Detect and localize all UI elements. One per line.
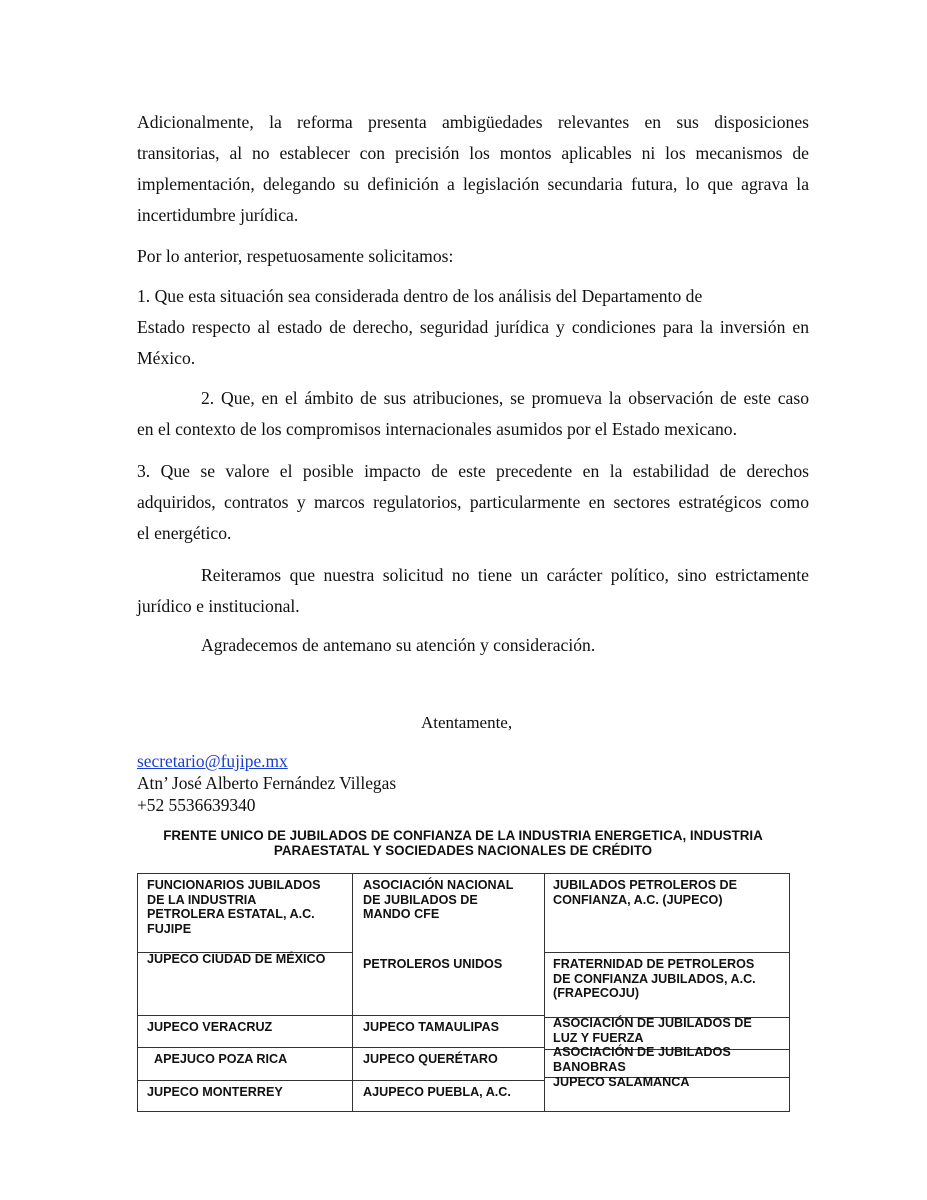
- member-cell: [147, 1020, 272, 1035]
- member-name-line: BANOBRAS: [553, 1059, 626, 1074]
- member-name-line: FUJIPE: [147, 921, 192, 936]
- member-name-line: MANDO CFE: [363, 907, 440, 921]
- request-item-3: [137, 456, 809, 549]
- member-cell: [553, 878, 737, 907]
- email-link[interactable]: secretario@fujipe.mx: [137, 751, 288, 771]
- text-line: adquiridos, contratos y marcos regulatorios, particularmente en sectores estratégicos como: [137, 492, 809, 512]
- text-line: Estado respecto al estado de derecho, seguridad jurídica y condiciones para la inversión en: [137, 317, 809, 337]
- table-divider: [138, 1080, 544, 1081]
- member-name-line: FUNCIONARIOS JUBILADOS: [147, 878, 321, 892]
- member-name-line: ASOCIACIÓN DE JUBILADOS DE: [553, 1016, 752, 1030]
- member-cell: [147, 952, 325, 967]
- member-name-line: JUPECO SALAMANCA: [553, 1075, 690, 1089]
- text-line: 3. Que se valore el posible impacto de este precedente en la estabilidad de derechos: [137, 461, 809, 481]
- paragraph-thanks: [137, 630, 809, 661]
- organization-heading-line: PARAESTATAL Y SOCIEDADES NACIONALES DE CRÉDITO: [273, 843, 653, 858]
- member-name-line: JUPECO VERACRUZ: [147, 1020, 273, 1034]
- member-cell: [553, 1045, 731, 1074]
- table-divider: [352, 874, 353, 1111]
- member-name-line: DE JUBILADOS DE: [363, 892, 478, 907]
- text-line: implementación, delegando su definición a legislación secundaria futura, lo que agrava la: [137, 174, 809, 194]
- member-cell: [363, 1020, 499, 1035]
- member-name-line: ASOCIACIÓN NACIONAL: [363, 878, 514, 892]
- text-line: Adicionalmente, la reforma presenta ambigüedades relevantes en sus disposiciones: [137, 112, 809, 132]
- member-name-line: PETROLEROS UNIDOS: [363, 957, 503, 971]
- organization-heading: [137, 828, 789, 858]
- member-cell: [363, 1052, 498, 1067]
- text-line: en el contexto de los compromisos internacionales asumidos por el Estado mexicano.: [137, 419, 737, 439]
- members-table: [137, 873, 790, 1112]
- member-name-line: LUZ Y FUERZA: [553, 1030, 644, 1045]
- text-line: Por lo anterior, respetuosamente solicitamos:: [137, 246, 454, 266]
- paragraph-nonpolitical: [137, 560, 809, 622]
- member-cell: [154, 1052, 287, 1067]
- text-line: incertidumbre jurídica.: [137, 205, 299, 225]
- member-cell: [553, 1016, 752, 1045]
- member-cell: [363, 957, 502, 972]
- table-divider: [544, 874, 545, 1111]
- member-name-line: DE CONFIANZA JUBILADOS, A.C.: [553, 971, 756, 986]
- request-item-1: [137, 281, 809, 374]
- text-line: el energético.: [137, 523, 232, 543]
- member-name-line: JUPECO MONTERREY: [147, 1085, 283, 1099]
- member-name-line: PETROLERA ESTATAL, A.C.: [147, 907, 315, 921]
- member-name-line: CONFIANZA, A.C. (JUPECO): [553, 892, 723, 907]
- paragraph-request-intro: [137, 241, 809, 272]
- member-name-line: APEJUCO POZA RICA: [154, 1052, 288, 1066]
- member-cell: [553, 1075, 689, 1090]
- text-line: Agradecemos de antemano su atención y consideración.: [201, 635, 596, 655]
- member-name-line: (FRAPECOJU): [553, 986, 640, 1000]
- member-name-line: DE LA INDUSTRIA: [147, 892, 257, 907]
- member-name-line: JUPECO QUERÉTARO: [363, 1052, 498, 1066]
- paragraph-ambiguities: [137, 107, 809, 231]
- text-line: 2. Que, en el ámbito de sus atribuciones, se promueva la observación de este caso: [201, 388, 809, 408]
- member-cell: [147, 1085, 283, 1100]
- member-cell: [147, 878, 321, 936]
- text-line: jurídico e institucional.: [137, 596, 300, 616]
- text-line: transitorias, al no establecer con precisión los montos aplicables ni los mecanismos de: [137, 143, 809, 163]
- phone-number: +52 5536639340: [137, 795, 256, 815]
- member-name-line: JUPECO CIUDAD DE MÉXICO: [147, 952, 326, 966]
- text-line: 1. Que esta situación sea considerada dentro de los análisis del Departamento de: [137, 286, 703, 306]
- request-item-2: [137, 383, 809, 445]
- member-name-line: JUPECO TAMAULIPAS: [363, 1020, 499, 1034]
- attention-line: Atn’ José Alberto Fernández Villegas: [137, 773, 397, 793]
- member-cell: [363, 1085, 511, 1100]
- table-divider: [138, 1015, 544, 1016]
- member-name-line: JUBILADOS PETROLEROS DE: [553, 878, 738, 892]
- table-divider: [138, 1047, 544, 1048]
- table-divider: [544, 952, 789, 953]
- organization-heading-line: FRENTE UNICO DE JUBILADOS DE CONFIANZA DE LA INDUSTRIA ENERGETICA, INDUSTRIA: [163, 828, 763, 843]
- member-cell: [363, 878, 513, 922]
- closing-salutation: Atentamente,: [421, 713, 513, 732]
- member-name-line: ASOCIACIÓN DE JUBILADOS: [553, 1045, 731, 1059]
- member-name-line: AJUPECO PUEBLA, A.C.: [363, 1085, 511, 1099]
- member-name-line: FRATERNIDAD DE PETROLEROS: [553, 957, 755, 971]
- text-line: Reiteramos que nuestra solicitud no tiene un carácter político, sino estrictamente: [201, 565, 809, 585]
- member-cell: [553, 957, 756, 1001]
- text-line: México.: [137, 348, 196, 368]
